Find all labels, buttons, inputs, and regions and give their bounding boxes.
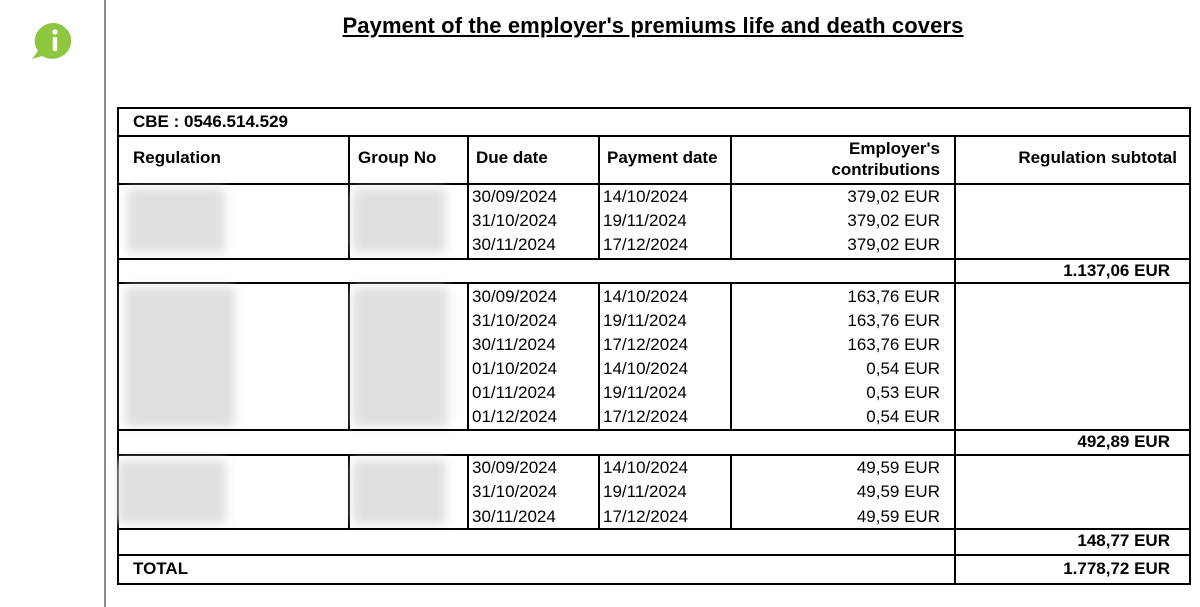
payment-date: 14/10/2024	[603, 359, 689, 378]
payment-date: 19/11/2024	[603, 482, 687, 502]
column-divider	[954, 185, 956, 258]
due-date: 31/10/2024	[472, 482, 558, 502]
column-divider	[598, 284, 600, 429]
column-divider	[348, 284, 350, 429]
column-divider	[954, 135, 956, 185]
column-divider	[467, 185, 469, 258]
payment-date: 19/11/2024	[603, 383, 687, 402]
payment-date: 14/10/2024	[603, 287, 689, 306]
employer-contribution: 379,02 EUR	[847, 235, 940, 254]
row-divider	[119, 554, 1191, 556]
due-date: 30/11/2024	[472, 335, 556, 354]
payment-date: 17/12/2024	[603, 407, 689, 426]
employer-contribution: 163,76 EUR	[847, 287, 940, 306]
redacted-group-no	[353, 287, 448, 427]
column-divider	[348, 456, 350, 528]
column-divider	[730, 185, 732, 258]
column-divider	[954, 429, 956, 456]
due-date: 01/12/2024	[472, 407, 558, 426]
column-divider	[467, 284, 469, 429]
regulation-subtotal: 1.137,06 EUR	[1063, 261, 1170, 280]
regulation-subtotal: 492,89 EUR	[1077, 432, 1170, 451]
left-gutter	[0, 0, 105, 607]
total-value: 1.778,72 EUR	[1063, 559, 1170, 578]
payment-date: 14/10/2024	[603, 187, 689, 206]
payment-table	[117, 107, 1191, 585]
redacted-group-no	[353, 460, 446, 524]
payment-date: 14/10/2024	[603, 458, 689, 477]
employer-contribution: 163,76 EUR	[847, 311, 940, 330]
payment-date: 19/11/2024	[603, 211, 687, 230]
due-date: 01/11/2024	[472, 383, 556, 402]
header-employer-contributions-2: contributions	[831, 160, 940, 179]
due-date: 30/09/2024	[472, 187, 558, 206]
column-divider	[348, 185, 350, 258]
total-label: TOTAL	[133, 559, 189, 578]
employer-contribution: 0,54 EUR	[866, 407, 940, 426]
header-regulation: Regulation	[133, 148, 221, 167]
redacted-regulation	[127, 189, 225, 253]
column-divider	[954, 456, 956, 528]
due-date: 31/10/2024	[472, 211, 558, 230]
employer-contribution: 49,59 EUR	[856, 482, 940, 502]
row-divider	[119, 282, 1191, 284]
row-divider	[119, 135, 1191, 137]
employer-contribution: 379,02 EUR	[847, 211, 940, 230]
column-divider	[730, 456, 732, 528]
info-icon[interactable]	[30, 21, 76, 61]
header-employer-contributions-1: Employer's	[849, 139, 940, 158]
due-date: 30/11/2024	[472, 506, 556, 526]
employer-contribution: 49,59 EUR	[856, 506, 940, 526]
column-divider	[730, 135, 732, 185]
payment-date: 17/12/2024	[603, 506, 689, 526]
column-divider	[730, 284, 732, 429]
employer-contribution: 49,59 EUR	[856, 458, 940, 477]
column-divider	[598, 185, 600, 258]
column-divider	[598, 456, 600, 528]
employer-contribution: 163,76 EUR	[847, 335, 940, 354]
redacted-group-no	[353, 189, 446, 253]
gutter-divider	[104, 0, 106, 607]
payment-date: 17/12/2024	[603, 335, 689, 354]
payment-date: 19/11/2024	[603, 311, 687, 330]
employer-contribution: 0,53 EUR	[866, 383, 940, 402]
due-date: 30/09/2024	[472, 458, 558, 477]
column-divider	[467, 135, 469, 185]
redacted-regulation	[118, 460, 226, 524]
column-divider	[598, 135, 600, 185]
header-due-date: Due date	[476, 148, 548, 167]
regulation-subtotal: 148,77 EUR	[1077, 531, 1170, 550]
due-date: 31/10/2024	[472, 311, 558, 330]
header-regulation-subtotal: Regulation subtotal	[1018, 148, 1177, 167]
employer-contribution: 379,02 EUR	[847, 187, 940, 206]
column-divider	[954, 556, 956, 585]
column-divider	[348, 135, 350, 185]
column-divider	[954, 284, 956, 429]
column-divider	[467, 456, 469, 528]
column-divider	[954, 258, 956, 284]
payment-date: 17/12/2024	[603, 235, 689, 254]
header-payment-date: Payment date	[607, 148, 718, 167]
document-title: Payment of the employer's premiums life and death covers	[342, 13, 964, 38]
redacted-regulation	[125, 287, 235, 427]
column-divider	[954, 528, 956, 556]
cbe-label: CBE : 0546.514.529	[133, 112, 288, 131]
due-date: 30/11/2024	[472, 235, 556, 254]
due-date: 01/10/2024	[472, 359, 558, 378]
header-group-no: Group No	[358, 148, 437, 167]
due-date: 30/09/2024	[472, 287, 558, 306]
employer-contribution: 0,54 EUR	[866, 359, 940, 378]
